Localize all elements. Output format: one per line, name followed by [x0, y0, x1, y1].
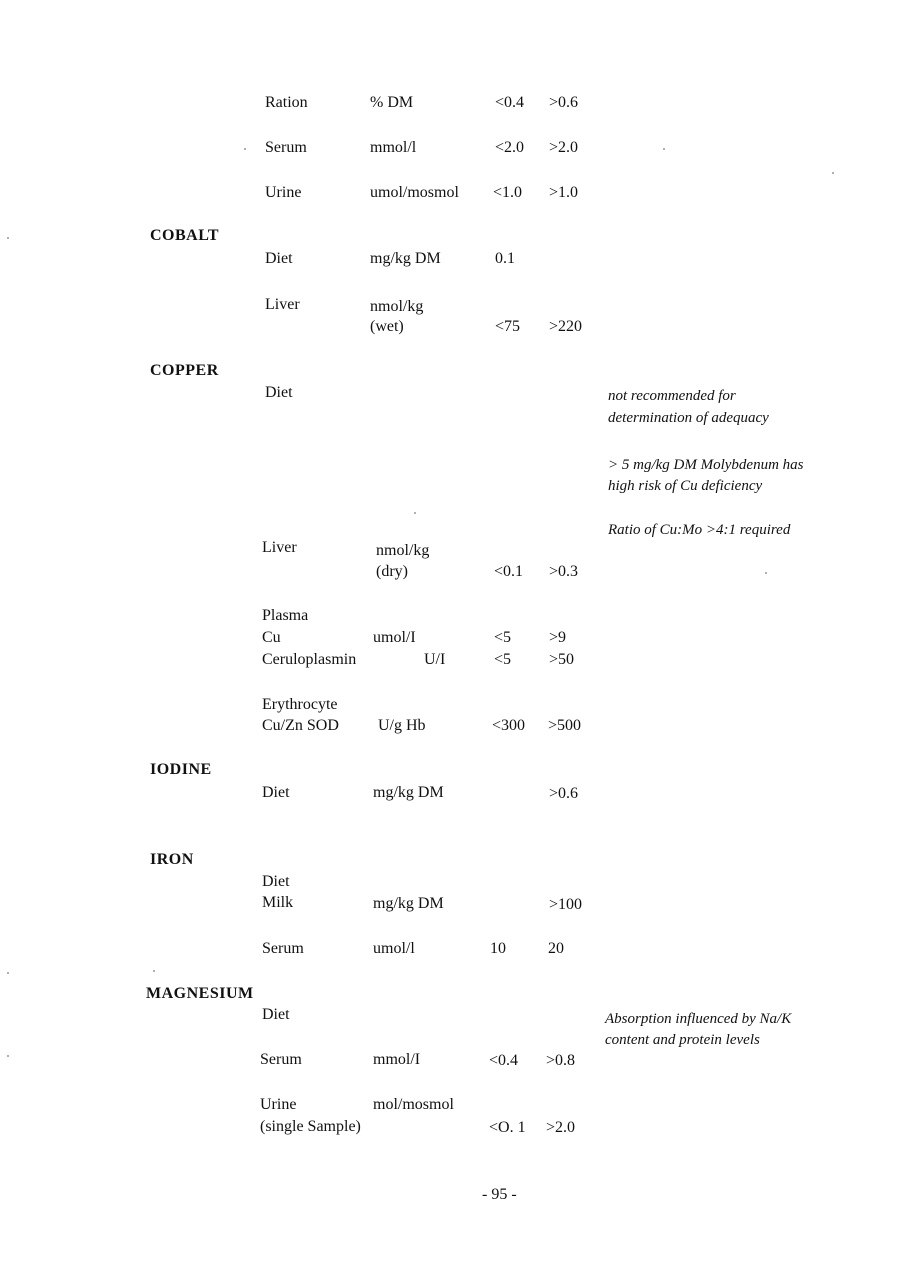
copper-plasma-cu-unit: umol/I [373, 629, 416, 646]
copper-heading: COPPER [150, 362, 219, 379]
copper-liver-low: <0.1 [494, 563, 524, 580]
top-row-3-unit: umol/mosmol [370, 184, 459, 201]
copper-diet-sample: Diet [265, 384, 293, 401]
top-row-1-high: >0.6 [549, 94, 579, 111]
copper-liver-unit: nmol/kg [376, 542, 430, 559]
iodine-diet-unit: mg/kg DM [373, 784, 444, 801]
scan-speck [414, 512, 416, 514]
scan-speck [663, 148, 665, 150]
top-row-1-unit: % DM [370, 94, 414, 111]
copper-note-5: Ratio of Cu:Mo >4:1 required [608, 522, 791, 538]
top-row-3-sample: Urine [265, 184, 302, 201]
iron-heading: IRON [150, 851, 194, 868]
page-number: - 95 - [482, 1186, 517, 1203]
copper-erythrocyte-label: Erythrocyte [262, 696, 338, 713]
cobalt-liver-sample: Liver [265, 296, 300, 313]
copper-note-3: > 5 mg/kg DM Molybdenum has [608, 457, 804, 473]
magnesium-urine-low: <O. 1 [489, 1119, 526, 1136]
copper-liver-high: >0.3 [549, 563, 579, 580]
scan-speck [7, 237, 9, 239]
copper-plasma-cu-low: <5 [494, 629, 512, 646]
copper-note-2: determination of adequacy [608, 410, 769, 426]
copper-ceruloplasmin-low: <5 [494, 651, 512, 668]
cobalt-liver-low: <75 [495, 318, 521, 335]
magnesium-urine-unit: mol/mosmol [373, 1096, 454, 1113]
copper-note-1: not recommended for [608, 388, 736, 404]
magnesium-serum-unit: mmol/I [373, 1051, 421, 1068]
scan-speck [7, 972, 9, 974]
iron-milk-high: >100 [549, 896, 583, 913]
iron-milk-unit: mg/kg DM [373, 895, 444, 912]
copper-liver-sample: Liver [262, 539, 297, 556]
copper-plasma-label: Plasma [262, 607, 309, 624]
scan-speck [765, 572, 767, 574]
copper-sod-unit: U/g Hb [378, 717, 426, 734]
iron-milk-sample: Milk [262, 894, 294, 911]
magnesium-urine-high: >2.0 [546, 1119, 576, 1136]
cobalt-diet-sample: Diet [265, 250, 293, 267]
cobalt-diet-low: 0.1 [495, 250, 515, 267]
copper-plasma-cu-high: >9 [549, 629, 567, 646]
cobalt-liver-unit-qualifier: (wet) [370, 318, 404, 335]
cobalt-liver-high: >220 [549, 318, 583, 335]
iron-serum-sample: Serum [262, 940, 304, 957]
magnesium-note-1: Absorption influenced by Na/K [605, 1011, 792, 1027]
magnesium-urine-sample: Urine [260, 1096, 297, 1113]
iron-serum-low: 10 [490, 940, 506, 957]
top-row-1-sample: Ration [265, 94, 308, 111]
top-row-2-sample: Serum [265, 139, 307, 156]
iodine-diet-high: >0.6 [549, 785, 579, 802]
top-row-3-low: <1.0 [493, 184, 523, 201]
copper-sod-sample: Cu/Zn SOD [262, 717, 339, 734]
top-row-2-low: <2.0 [495, 139, 525, 156]
iodine-heading: IODINE [150, 761, 212, 778]
copper-ceruloplasmin-unit: U/I [424, 651, 446, 668]
scan-speck [153, 970, 155, 972]
iron-serum-high: 20 [548, 940, 564, 957]
copper-sod-high: >500 [548, 717, 582, 734]
magnesium-serum-low: <0.4 [489, 1052, 519, 1069]
cobalt-diet-unit: mg/kg DM [370, 250, 441, 267]
copper-plasma-cu-sample: Cu [262, 629, 281, 646]
top-row-2-unit: mmol/l [370, 139, 417, 156]
cobalt-heading: COBALT [150, 227, 220, 244]
magnesium-note-2: content and protein levels [605, 1032, 760, 1048]
copper-ceruloplasmin-high: >50 [549, 651, 575, 668]
copper-sod-low: <300 [492, 717, 526, 734]
iodine-diet-sample: Diet [262, 784, 290, 801]
scan-speck [832, 172, 834, 174]
scan-speck [7, 1055, 9, 1057]
copper-note-4: high risk of Cu deficiency [608, 478, 763, 494]
copper-liver-unit-qualifier: (dry) [376, 563, 408, 580]
magnesium-serum-sample: Serum [260, 1051, 302, 1068]
scan-speck [244, 148, 246, 150]
top-row-3-high: >1.0 [549, 184, 579, 201]
magnesium-diet-sample: Diet [262, 1006, 290, 1023]
magnesium-heading: MAGNESIUM [146, 985, 254, 1002]
iron-serum-unit: umol/l [373, 940, 415, 957]
top-row-1-low: <0.4 [495, 94, 525, 111]
copper-ceruloplasmin-sample: Ceruloplasmin [262, 651, 357, 668]
magnesium-serum-high: >0.8 [546, 1052, 576, 1069]
iron-diet-label: Diet [262, 873, 290, 890]
cobalt-liver-unit: nmol/kg [370, 298, 424, 315]
top-row-2-high: >2.0 [549, 139, 579, 156]
magnesium-urine-sample-qualifier: (single Sample) [260, 1118, 361, 1135]
